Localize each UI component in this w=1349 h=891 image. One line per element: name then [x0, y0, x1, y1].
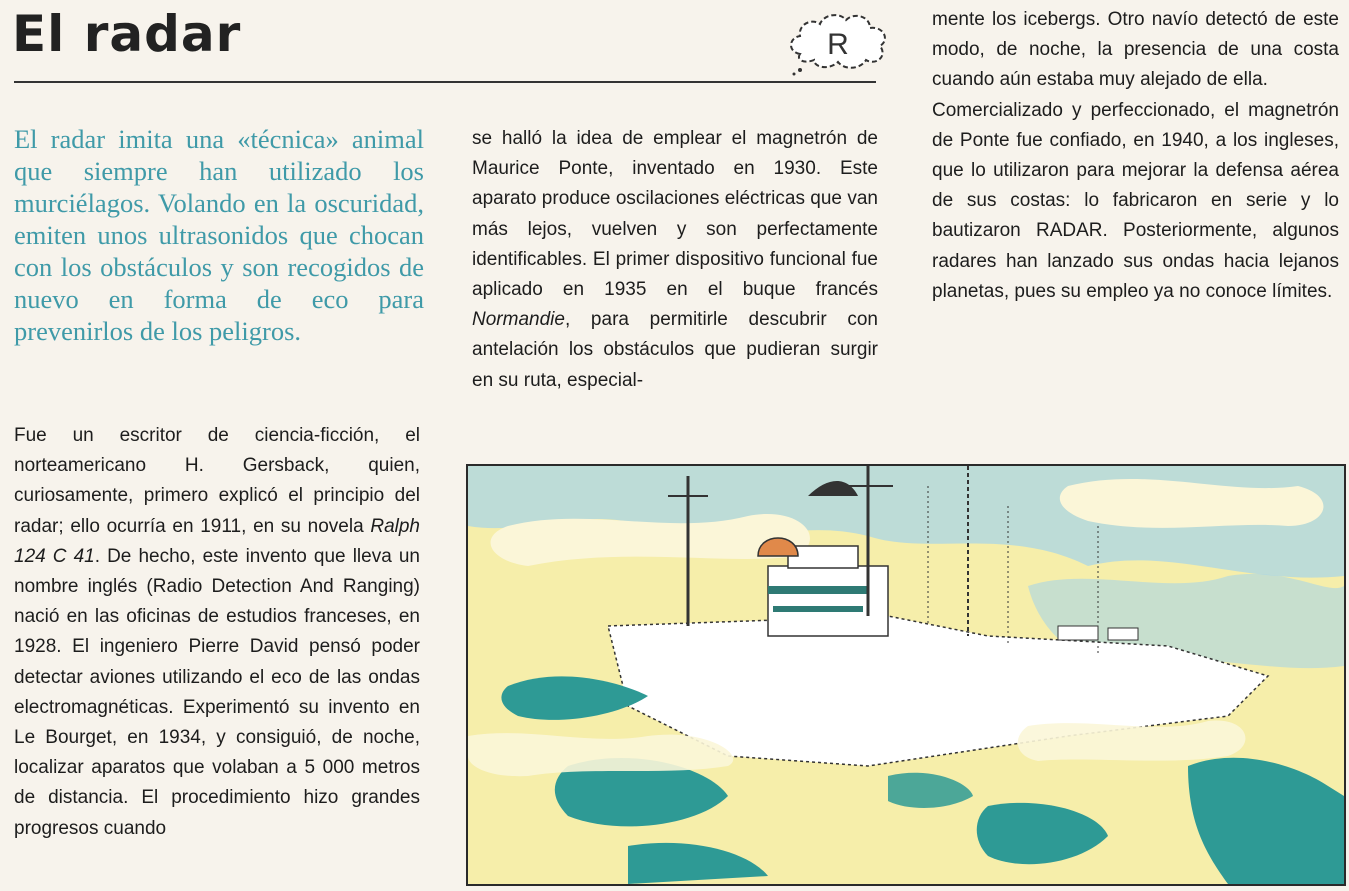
cloud-badge-icon	[786, 10, 892, 78]
page-title: El radar	[12, 5, 242, 63]
col2-text-a: se halló la idea de emplear el magnetrón de Maurice Ponte, inventado en 1930. Este aparato produce oscilaciones eléctricas que van más lejos, vuelven y son perfectamente identificables. El primer dispositivo funcional fue aplicado en 1935 en el buque francés	[472, 128, 878, 301]
col2-text-b: , para permitirle descubrir con antelación los obstáculos que pudieran surgir en su ruta, especial-	[472, 309, 878, 391]
section-badge	[786, 10, 892, 78]
illustration-svg	[468, 466, 1344, 884]
ship-name: Normandie	[472, 309, 565, 331]
column-1	[14, 421, 420, 844]
col1-text-a: Fue un escritor de ciencia-ficción, el norteamericano H. Gersback, quien, curiosamente, primero explicó el principio del radar; ello ocurría en 1911, en su novela	[14, 425, 420, 537]
novel-title: Ralph 124 C 41	[14, 515, 420, 567]
intro-text: El radar imita una «técnica» animal que siempre han utilizado los murciélagos. Volando en la oscuridad, emiten unos ultrasonidos que chocan con los obstáculos y son recogidos de nuevo en forma de eco para prevenirlos de los peligros.	[14, 124, 424, 346]
column-2	[472, 124, 878, 396]
col1-paragraph	[14, 421, 420, 844]
col3-paragraph-1: mente los icebergs. Otro navío detectó de este modo, de noche, la presencia de una costa cuando aún estaba muy alejado de ella.	[932, 9, 1339, 91]
col2-paragraph	[472, 124, 878, 396]
column-3	[932, 5, 1339, 307]
title-rule	[14, 81, 876, 83]
ship-in-fog-illustration	[466, 464, 1346, 886]
col1-text-b: . De hecho, este invento que lleva un nombre inglés (Radio Detection And Ranging) nació en las oficinas de estudios franceses, en 1928. El ingeniero Pierre David pensó poder detectar aviones utilizando el eco de las ondas electromagnéticas. Experimentó su invento en Le Bourget, en 1934, y consiguió, de noche, localizar aparatos que volaban a 5 000 metros de distancia. El procedimiento hizo grandes progresos cuando	[14, 545, 420, 839]
col3-paragraph-2: Comercializado y perfeccionado, el magnetrón de Ponte fue confiado, en 1940, a los ingleses, que lo utilizaron para mejorar la defensa aérea de sus costas: lo fabricaron en serie y lo bautizaron RADAR. Posteriormente, algunos radares han lanzado sus ondas hacia lejanos planetas, pues su empleo ya no conoce límites.	[932, 99, 1339, 302]
badge-letter: R	[827, 28, 849, 61]
